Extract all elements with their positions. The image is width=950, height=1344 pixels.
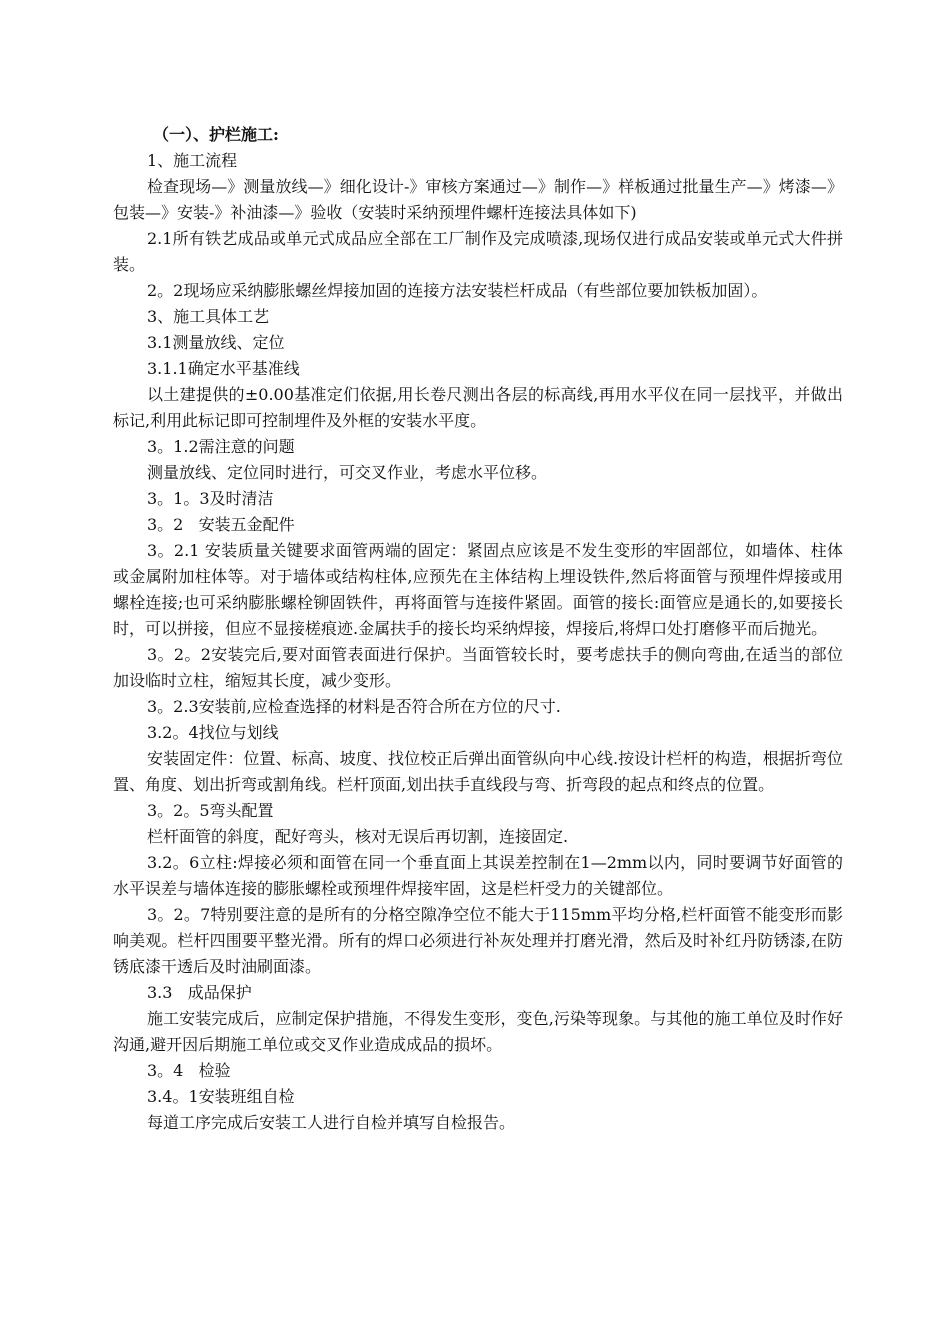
paragraph-8: 以土建提供的±0.00基准定们依据,用长卷尺测出各层的标高线,再用水平仪在同一层找平，并做出标记,利用此标记即可控制埋件及外框的安装水平度。: [113, 385, 843, 430]
paragraph-10: 测量放线、定位同时进行，可交叉作业，考虑水平位移。: [147, 463, 548, 482]
paragraph-22: 3.3 成品保护: [147, 983, 252, 1002]
paragraph-26: 每道工序完成后安装工人进行自检并填写自检报告。: [147, 1113, 516, 1132]
paragraph-20: 3.2。6立柱:焊接必须和面管在同一个垂直面上其误差控制在1—2mm以内，同时要调节好面管的水平误差与墙体连接的膨胀螺栓或预埋件焊接牢固，这是栏杆受力的关键部位。: [113, 853, 843, 898]
paragraph-6: 3.1测量放线、定位: [147, 333, 285, 352]
paragraph-15: 3。2.3安装前,应检查选择的材料是否符合所在方位的尺寸.: [147, 697, 561, 716]
paragraph-7: 3.1.1确定水平基准线: [147, 359, 300, 378]
paragraph-23: 施工安装完成后，应制定保护措施，不得发生变形，变色,污染等现象。与其他的施工单位及时作好沟通,避开因后期施工单位或交叉作业造成成品的损坏。: [113, 1009, 843, 1054]
paragraph-18: 3。2。5弯头配置: [147, 801, 274, 820]
paragraph-14: 3。2。2安装完后,要对面管表面进行保护。当面管较长时，要考虑扶手的侧向弯曲,在适当的部位加设临时立柱，缩短其长度，减少变形。: [113, 645, 843, 690]
paragraph-5: 3、施工具体工艺: [147, 307, 270, 326]
paragraph-3: 2.1所有铁艺成品或单元式成品应全部在工厂制作及完成喷漆,现场仅进行成品安装或单元式大件拼装。: [113, 229, 843, 274]
document-body: [113, 122, 843, 1136]
paragraph-13: 3。2.1 安装质量关键要求面管两端的固定：紧固点应该是不发生变形的牢固部位，如墙体、柱体或金属附加柱体等。对于墙体或结构柱体,应预先在主体结构上埋设铁件,然后将面管与预埋件焊接或用螺栓连接;也可采纳膨胀螺栓铆固铁件，再将面管与连接件紧固。面管的接长:面管应是通长的,如要接长时，可以拼接，但应不显接槎痕迹.金属扶手的接长均采纳焊接，焊接后,将焊口处打磨修平而后抛光。: [113, 541, 843, 638]
section-heading: （一）、护栏施工:: [153, 125, 279, 144]
paragraph-19: 栏杆面管的斜度，配好弯头，核对无误后再切割，连接固定.: [147, 827, 569, 846]
paragraph-25: 3.4。1安装班组自检: [147, 1087, 295, 1106]
paragraph-9: 3。1.2需注意的问题: [147, 437, 295, 456]
paragraph-2: 检查现场—》测量放线—》细化设计-》审核方案通过—》制作—》样板通过批量生产—》烤漆—》包装—》安装-》补油漆—》验收（安装时采纳预埋件螺杆连接法具体如下): [113, 177, 843, 222]
paragraph-12: 3。2 安装五金配件: [147, 515, 295, 534]
paragraph-16: 3.2。4找位与划线: [147, 723, 279, 742]
paragraph-4: 2。2现场应采纳膨胀螺丝焊接加固的连接方法安装栏杆成品（有些部位要加铁板加固）。: [147, 281, 768, 300]
paragraph-21: 3。2。7特别要注意的是所有的分格空隙净空位不能大于115mm平均分格,栏杆面管不能变形而影响美观。栏杆四围要平整光滑。所有的焊口必须进行补灰处理并打磨光滑，然后及时补红丹防锈漆,在防锈底漆干透后及时油刷面漆。: [113, 905, 843, 976]
paragraph-17: 安装固定件：位置、标高、坡度、找位校正后弹出面管纵向中心线.按设计栏杆的构造，根据折弯位置、角度、划出折弯或割角线。栏杆顶面,划出扶手直线段与弯、折弯段的起点和终点的位置。: [113, 749, 843, 794]
paragraph-11: 3。1。3及时清洁: [147, 489, 274, 508]
paragraph-24: 3。4 检验: [147, 1061, 231, 1080]
paragraph-1: 1、施工流程: [147, 151, 238, 170]
